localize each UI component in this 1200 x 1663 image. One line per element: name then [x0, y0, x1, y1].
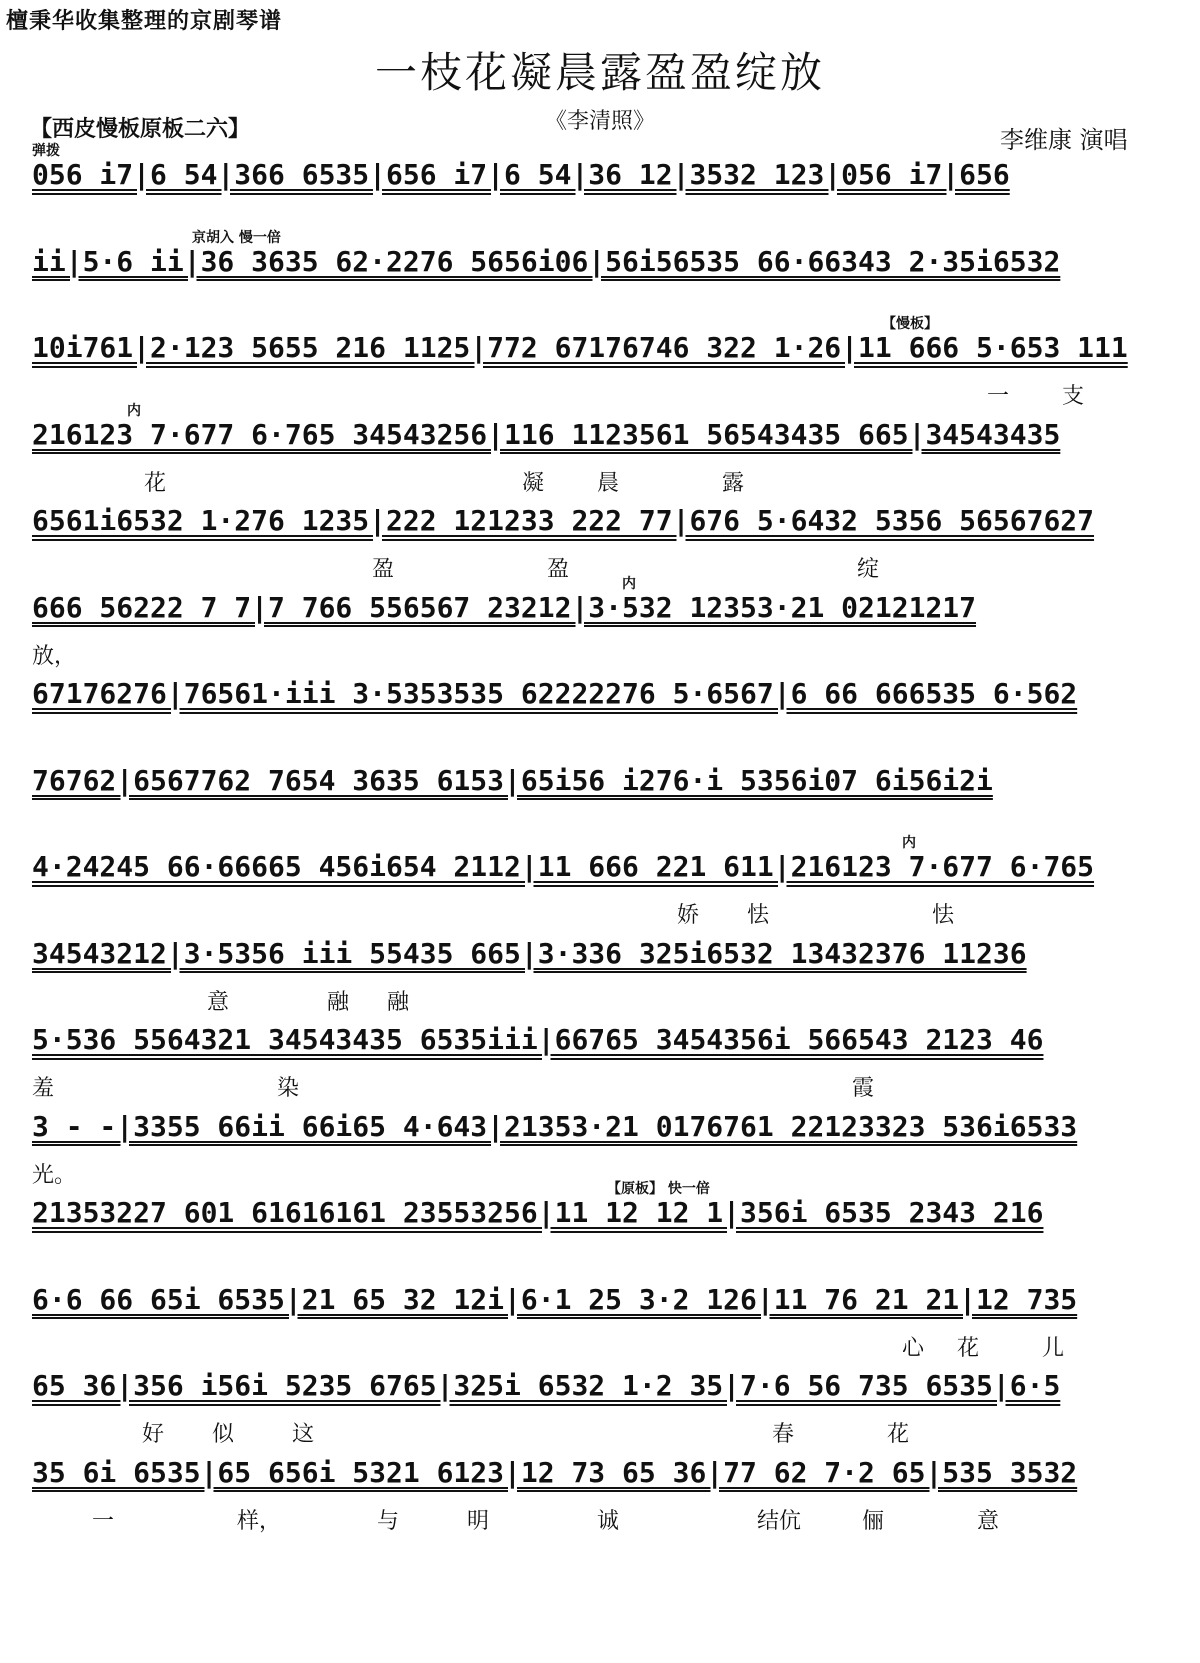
score-line [32, 1181, 1172, 1274]
score-line [32, 402, 1172, 496]
jianpu-notes: 65 36|356 i56i 5235 6765|325i 6532 1·2 35|7·6 56 735 6535|6·5 [32, 1369, 1061, 1402]
performance-mark: 京胡入 慢一倍 [192, 229, 281, 246]
performance-mark: 内 [902, 835, 916, 851]
lyric-char: 这 [292, 1422, 315, 1447]
lyric-char: 意 [207, 989, 230, 1015]
jianpu-notes: 3 - -|3355 66ii 66i65 4·643|21353·21 0176761 22123323 536i6533 [32, 1109, 1078, 1143]
lyric-char: 放， [32, 643, 77, 669]
lyric-char: 好 [142, 1422, 165, 1447]
tune-mode: 【西皮慢板原板二六】 [30, 117, 251, 142]
lyric-char: 一 [92, 1508, 115, 1534]
score-line [32, 316, 1172, 409]
score-line [32, 937, 1172, 1015]
lyric-char: 露 [722, 470, 745, 496]
jianpu-notes: 216123 7·677 6·765 34543256|116 1123561 56543435 665|34543435 [32, 417, 1061, 451]
lyric-char: 霞 [852, 1076, 875, 1101]
lyric-char: 结伉 [757, 1508, 802, 1534]
jianpu-notes: 666 56222 7 7|7 766 556567 23212|3·532 12353·21 02121217 [32, 590, 977, 624]
lyric-char: 花 [144, 470, 167, 496]
lyric-char: 融 [327, 989, 350, 1015]
lyric-char: 光。 [32, 1162, 77, 1188]
lyric-char: 春 [772, 1422, 795, 1447]
lyric-char: 与 [377, 1508, 400, 1534]
lyric-char: 晨 [597, 470, 620, 496]
lyric-char: 染 [277, 1076, 300, 1101]
lyric-char: 似 [212, 1422, 235, 1447]
lyric-char: 俪 [862, 1508, 885, 1534]
score-line [32, 1283, 1172, 1361]
score-line [32, 835, 1172, 928]
lyric-char: 花 [957, 1335, 980, 1361]
jianpu-notes: 056 i7|6 54|366 6535|656 i7|6 54|36 12|3532 123|056 i7|656 [32, 158, 1010, 191]
jianpu-notes: 35 6i 6535|65 656i 5321 6123|12 73 65 36|77 62 7·2 65|535 3532 [32, 1455, 1078, 1489]
lyric-char: 怯 [747, 903, 770, 928]
score-line [32, 504, 1172, 582]
jianpu-notes: 6·6 66 65i 6535|21 65 32 12i|6·1 25 3·2 126|11 76 21 21|12 735 [32, 1282, 1078, 1316]
score-line [32, 677, 1172, 755]
jianpu-notes: ii|5·6 ii|36 3635 62·2276 5656i06|56i56535 66·66343 2·35i6532 [32, 244, 1061, 278]
score-line [32, 764, 1172, 842]
jianpu-notes: 4·24245 66·66665 456i654 2112|11 666 221 611|216123 7·677 6·765 [32, 850, 1095, 883]
score-line [32, 575, 1172, 669]
performance-mark: 【慢板】 [882, 316, 938, 332]
lyric-char: 样， [237, 1508, 282, 1534]
score-line [32, 1369, 1172, 1447]
lyric-char: 支 [1062, 384, 1085, 409]
lyric-char: 娇 [677, 903, 700, 928]
score-line [32, 229, 1172, 323]
score-title: 一枝花凝晨露盈盈绽放 [374, 48, 825, 97]
jianpu-notes: 76762|6567762 7654 3635 6153|65i56 i276·i 5356i07 6i56i2i [32, 763, 993, 797]
performance-mark: 【原板】 快一倍 [607, 1181, 710, 1197]
jianpu-notes: 5·536 5564321 34543435 6535iii|66765 3454356i 566543 2123 46 [32, 1023, 1044, 1056]
lyric-char: 明 [467, 1508, 490, 1534]
jianpu-notes: 21353227 601 61616161 23553256|11 12 12 1|356i 6535 2343 216 [32, 1196, 1044, 1229]
lyric-char: 花 [887, 1422, 910, 1447]
jianpu-notes: 10i761|2·123 5655 216 1125|772 67176746 322 1·26|11 666 5·653 111 [32, 331, 1128, 364]
lyric-char: 绽 [857, 557, 880, 582]
lyric-char: 盈 [372, 557, 395, 582]
opera-name: 《李清照》 [544, 109, 655, 134]
score-line [32, 1023, 1172, 1101]
performance-mark: 内 [127, 402, 141, 419]
lyric-char: 一 [987, 384, 1010, 409]
singer-credit: 李维康 演唱 [1000, 126, 1128, 154]
jianpu-notes: 6561i6532 1·276 1235|222 121233 222 77|676 5·6432 5356 56567627 [32, 504, 1095, 537]
lyric-char: 融 [387, 989, 410, 1015]
performance-mark: 弹拨 [32, 143, 60, 159]
jianpu-notes: 67176276|76561·iii 3·5353535 62222276 5·6567|6 66 666535 6·562 [32, 677, 1078, 710]
score-line [32, 1110, 1172, 1188]
score-line [32, 143, 1172, 236]
score-line [32, 1456, 1172, 1534]
performance-mark: 内 [622, 575, 636, 592]
lyric-char: 怯 [932, 903, 955, 928]
lyric-char: 意 [977, 1508, 1000, 1534]
lyric-char: 羞 [32, 1076, 55, 1101]
lyric-char: 凝 [522, 470, 545, 496]
lyric-char: 盈 [547, 557, 570, 582]
lyric-char: 诚 [597, 1508, 620, 1534]
jianpu-notes: 34543212|3·5356 iii 55435 665|3·336 325i6532 13432376 11236 [32, 936, 1027, 970]
lyric-char: 心 [902, 1335, 925, 1361]
lyric-char: 儿 [1042, 1335, 1065, 1361]
collector-credit: 檀秉华收集整理的京剧琴谱 [6, 9, 283, 34]
